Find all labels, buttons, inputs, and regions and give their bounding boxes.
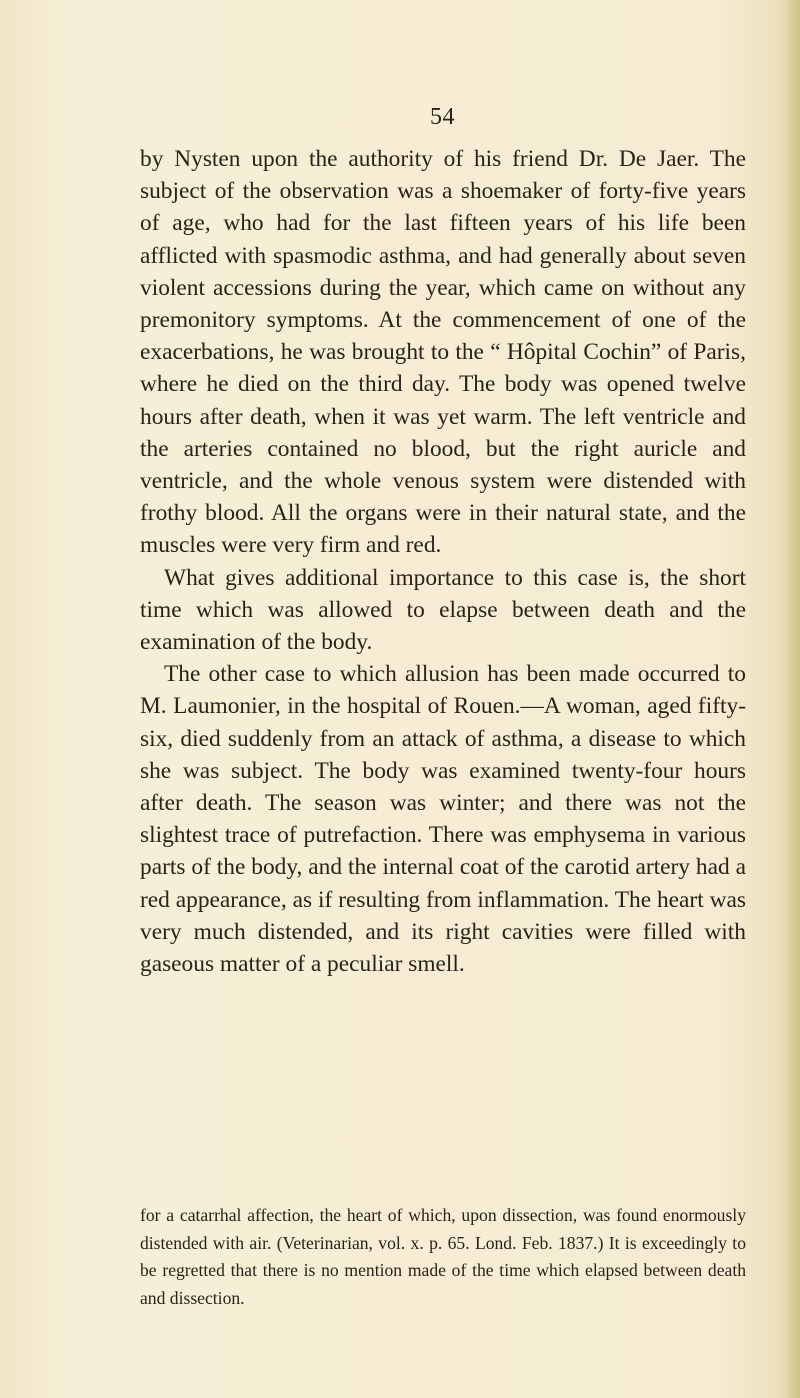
paragraph-2: What gives additional importance to this case is, the short time which was allowed to elapse between death and the examination of the body. xyxy=(140,564,746,656)
paragraph-3: The other case to which allusion has been made occurred to M. Laumonier, in the hospital of Rouen.—A woman, aged fifty-six, died suddenly from an attack of asthma, a disease to which she was subject. The body was examined twenty-four hours after death. The season was winter; and there was not the slightest trace of putrefaction. There was emphysema in various parts of the body, and the internal coat of the carotid artery had a red appearance, as if resulting from inflammation. The heart was very much distended, and its right cavities were filled with gaseous matter of a peculiar smell. xyxy=(140,661,746,978)
main-text xyxy=(140,143,746,980)
page-edge-shadow xyxy=(786,0,800,1398)
paragraph-1: by Nysten upon the authority of his friend Dr. De Jaer. The subject of the observation was a shoemaker of forty-five years of age, who had for the last fifteen years of his life been afflicted with spasmodic asthma, and had generally about seven violent accessions during the year, which came on without any premonitory symptoms. At the commencement of one of the exacerbations, he was brought to the “ Hôpital Cochin” of Paris, where he died on the third day. The body was opened twelve hours after death, when it was yet warm. The left ventricle and the arteries contained no blood, but the right auricle and ventricle, and the whole venous system were distended with frothy blood. All the organs were in their natural state, and the muscles were very firm and red. xyxy=(140,146,746,559)
footnote: for a catarrhal affection, the heart of which, upon dissection, was found enormously distended with air. (Veterinarian, vol. x. p. 65. Lond. Feb. 1837.) It is exceedingly to be regretted that there is no mention made of the time which elapsed between death and dissection. xyxy=(140,1205,746,1308)
page-number: 54 xyxy=(430,104,455,130)
